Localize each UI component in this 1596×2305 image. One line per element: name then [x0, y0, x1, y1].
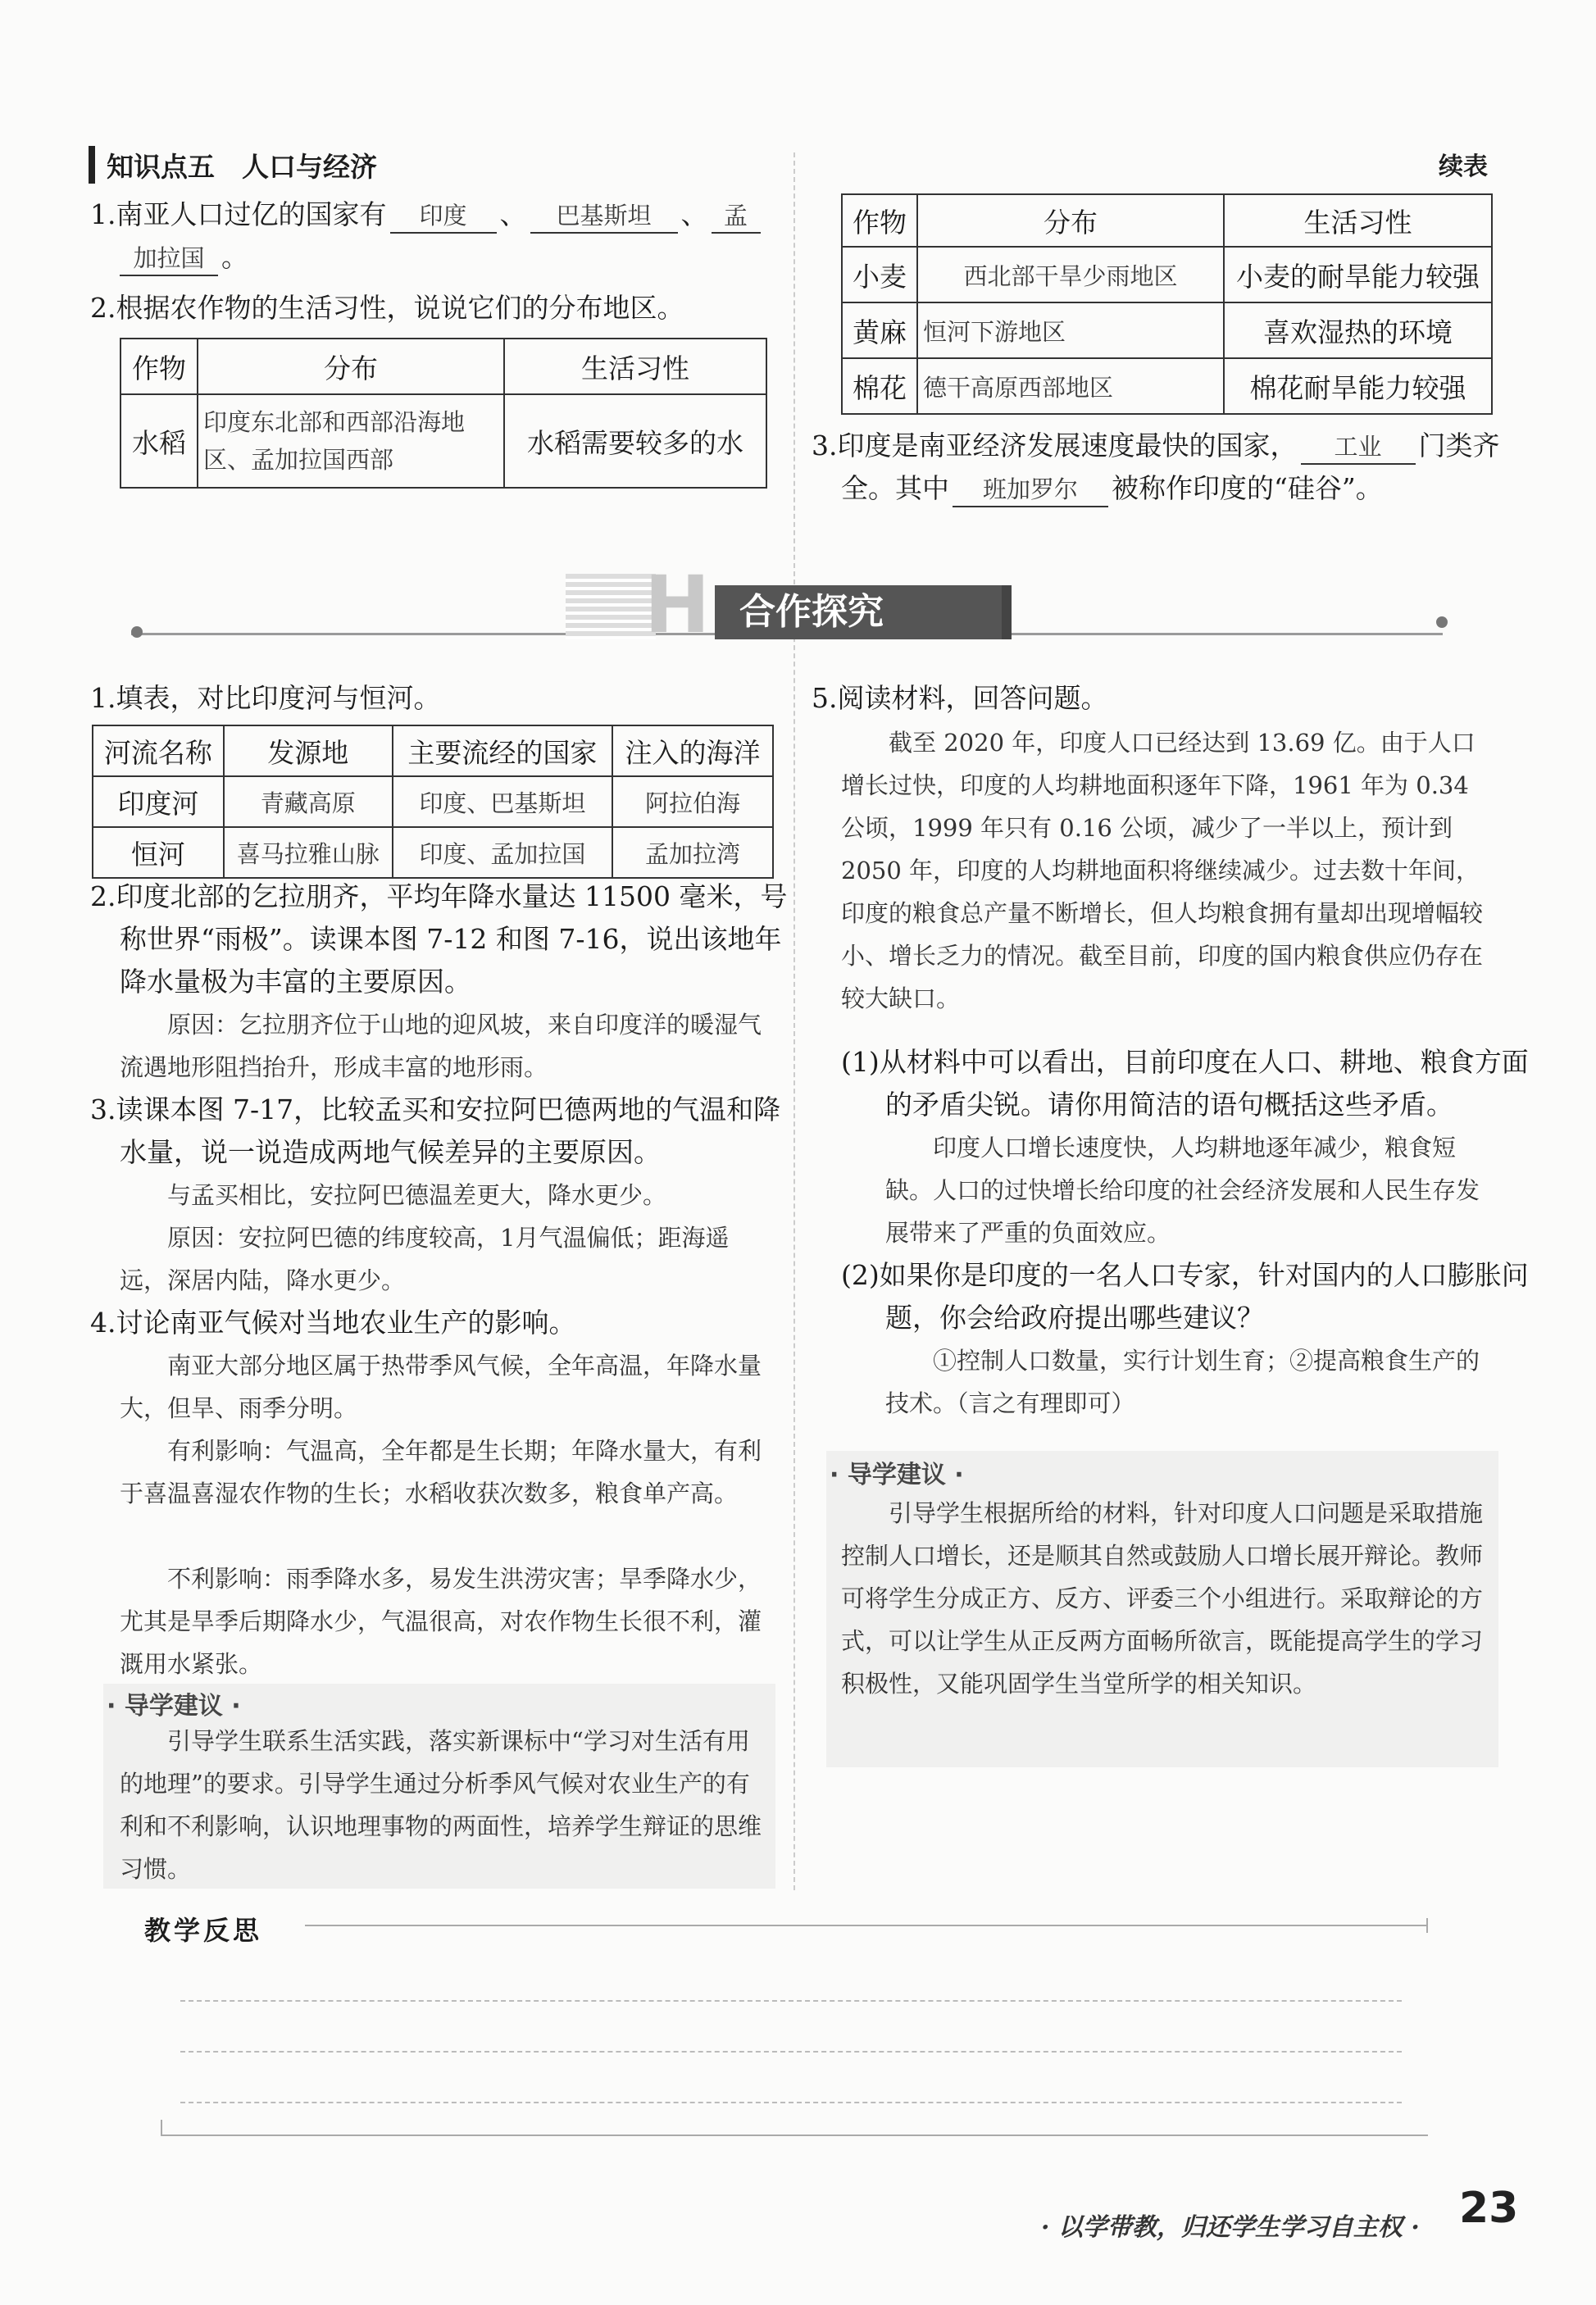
cooperation-question-4: 4.讨论南亚气候对当地农业生产的影响。 [90, 1307, 576, 1339]
habit-cell: 喜欢湿热的环境 [1224, 302, 1492, 358]
distribution-cell: 西北部干旱少雨地区 [917, 247, 1224, 302]
banner-letter: H [644, 559, 711, 651]
material-text: 截至 2020 年，印度人口已经达到 13.69 亿。由于人口增长过快，印度的人均耕地面积逐年下降，1961 年为 0.34 公顷，1999 年只有 0.16 公顷，减少了一半以上，预计到 2050 年，印度的人均耕地面积将继续减少。过去数十年间，印度的粮食总产量不断增长，但人均粮食拥有量却出现增幅较小、增长乏力的情况。截至目前，印度的国内粮食供应仍存在较大缺口。 [841, 729, 1484, 1012]
reflection-top-line [305, 1925, 1428, 1926]
question-2: 2.根据农作物的生活习性，说说它们的分布地区。 [90, 292, 684, 324]
question-3-text: 门类齐 [1418, 430, 1500, 461]
cooperation-question-1: 1.填表，对比印度河与恒河。 [90, 682, 441, 714]
question-3 [812, 425, 1500, 510]
habit-cell: 小麦的耐旱能力较强 [1224, 247, 1492, 302]
river-name-cell: 印度河 [93, 776, 224, 827]
crop-cell: 水稻 [120, 394, 198, 488]
guide-text: 引导学生根据所给的材料，针对印度人口问题是采取措施控制人口增长，还是顺其自然或鼓励人口增长展开辩论。教师可将学生分成正方、反方、评委三个小组进行。采取辩论的方式，可以让学生从正反两方面畅所欲言，既能提高学生的学习积极性，又能巩固学生当堂所学的相关知识。 [841, 1499, 1484, 1698]
header-cell: 分布 [917, 194, 1224, 247]
writing-line [180, 2051, 1402, 2053]
banner-end [1002, 585, 1012, 639]
banner-dot-right [1436, 616, 1448, 628]
answer-text: 南亚大部分地区属于热带季风气候，全年高温，年降水量大，但旱、雨季分明。 [120, 1352, 762, 1422]
header-cell: 生活习性 [1224, 194, 1492, 247]
reflection-bottom-line [161, 2135, 1428, 2136]
banner-dot-left [131, 626, 143, 638]
section-marker [89, 146, 95, 184]
source-cell: 青藏高原 [224, 776, 393, 827]
countries-cell: 印度、孟加拉国 [393, 827, 612, 878]
guide-text: 引导学生联系生活实践，落实新课标中“学习对生活有用的地理”的要求。引导学生通过分析季风气候对农业生产的有利和不利影响，认识地理事物的两面性，培养学生辩证的思维习惯。 [120, 1727, 762, 1883]
crop-cell: 小麦 [842, 247, 917, 302]
answer-text: 原因：安拉阿巴德的纬度较高，1月气温偏低；距海遥远，深居内陆，降水更少。 [120, 1224, 730, 1294]
answer-text: ①控制人口数量，实行计划生育；②提高粮食生产的技术。（言之有理即可） [885, 1347, 1480, 1417]
page-number: 23 [1459, 2184, 1519, 2233]
distribution-cell: 德干高原西部地区 [917, 358, 1224, 414]
crop-cell: 黄麻 [842, 302, 917, 358]
source-cell: 喜马拉雅山脉 [224, 827, 393, 878]
answer-text: 与孟买相比，安拉阿巴德温差更大，降水更少。 [167, 1181, 667, 1209]
header-cell: 河流名称 [93, 725, 224, 776]
question-3-text: 被称作印度的“硅谷”。 [1112, 472, 1383, 504]
answer-text: 不利影响：雨季降水多，易发生洪涝灾害；旱季降水少，尤其是旱季后期降水少，气温很高，对农作物生长很不利，灌溉用水紧张。 [120, 1565, 762, 1678]
footer-slogan: · 以学带教，归还学生学习自主权 · [1041, 2213, 1420, 2242]
ocean-cell: 孟加拉湾 [612, 827, 773, 878]
question-3-text: 全。其中 [841, 472, 949, 504]
header-cell: 分布 [198, 339, 504, 394]
question-3-text: 3.印度是南亚经济发展速度最快的国家， [812, 430, 1298, 461]
sub-question-1: (1)从材料中可以看出，目前印度在人口、耕地、粮食方面的矛盾尖锐。请你用简洁的语句概括这些矛盾。 [841, 1046, 1529, 1121]
answer-blank: 班加罗尔 [953, 473, 1108, 507]
sub-question-2: (2)如果你是印度的一名人口专家，针对国内的人口膨胀问题，你会给政府提出哪些建议？ [841, 1259, 1529, 1334]
period: 。 [221, 241, 248, 273]
header-cell: 生活习性 [504, 339, 766, 394]
banner-title: 合作探究 [715, 585, 1002, 639]
habit-cell: 棉花耐旱能力较强 [1224, 358, 1492, 414]
separator: 、 [680, 198, 708, 230]
reflection-label: 教学反思 [144, 1915, 263, 1946]
guide-label: · 导学建议 · [107, 1692, 241, 1721]
cooperation-question-2: 2.印度北部的乞拉朋齐，平均年降水量达 11500 毫米，号称世界“雨极”。读课本图 7-12 和图 7-16，说出该地年降水量极为丰富的主要原因。 [90, 880, 788, 998]
header-cell: 作物 [842, 194, 917, 247]
section-title: 知识点五 人口与经济 [107, 151, 377, 183]
reflection-right-edge [1426, 1918, 1428, 1933]
answer-blank: 工业 [1301, 430, 1416, 465]
answer-blank: 孟 [712, 199, 761, 234]
header-cell: 注入的海洋 [612, 725, 773, 776]
ocean-cell: 阿拉伯海 [612, 776, 773, 827]
answer-text: 印度人口增长速度快，人均耕地逐年减少，粮食短缺。人口的过快增长给印度的社会经济发展和人民生存发展带来了严重的负面效应。 [885, 1134, 1480, 1247]
column-divider [793, 152, 795, 1890]
river-name-cell: 恒河 [93, 827, 224, 878]
crop-table-left [120, 338, 767, 489]
header-cell: 发源地 [224, 725, 393, 776]
header-cell: 主要流经的国家 [393, 725, 612, 776]
writing-line [180, 2102, 1402, 2103]
river-table [92, 725, 774, 879]
countries-cell: 印度、巴基斯坦 [393, 776, 612, 827]
question-1 [90, 193, 779, 279]
crop-table-right [841, 193, 1493, 415]
answer-blank: 加拉国 [120, 242, 218, 276]
distribution-cell: 恒河下游地区 [917, 302, 1224, 358]
header-cell: 作物 [120, 339, 198, 394]
question-1-text: 1.南亚人口过亿的国家有 [90, 198, 387, 230]
guide-label: · 导学建议 · [830, 1461, 964, 1489]
writing-line [180, 2000, 1402, 2002]
distribution-cell: 印度东北部和西部沿海地区、孟加拉国西部 [198, 394, 504, 488]
answer-blank: 巴基斯坦 [530, 199, 678, 234]
crop-cell: 棉花 [842, 358, 917, 414]
continued-label: 续表 [1439, 152, 1488, 181]
separator: 、 [499, 198, 527, 230]
cooperation-question-3: 3.读课本图 7-17，比较孟买和安拉阿巴德两地的气温和降水量，说一说造成两地气候差异的主要原因。 [90, 1093, 781, 1168]
habit-cell: 水稻需要较多的水 [504, 394, 766, 488]
reflection-left-edge [161, 2120, 162, 2135]
banner-stripes [566, 574, 656, 639]
answer-text: 原因：乞拉朋齐位于山地的迎风坡，来自印度洋的暖湿气流遇地形阻挡抬升，形成丰富的地形雨。 [120, 1011, 762, 1081]
cooperation-question-5: 5.阅读材料，回答问题。 [812, 682, 1108, 714]
answer-text: 有利影响：气温高，全年都是生长期；年降水量大，有利于喜温喜湿农作物的生长；水稻收获次数多，粮食单产高。 [120, 1437, 762, 1507]
answer-blank: 印度 [390, 199, 497, 234]
